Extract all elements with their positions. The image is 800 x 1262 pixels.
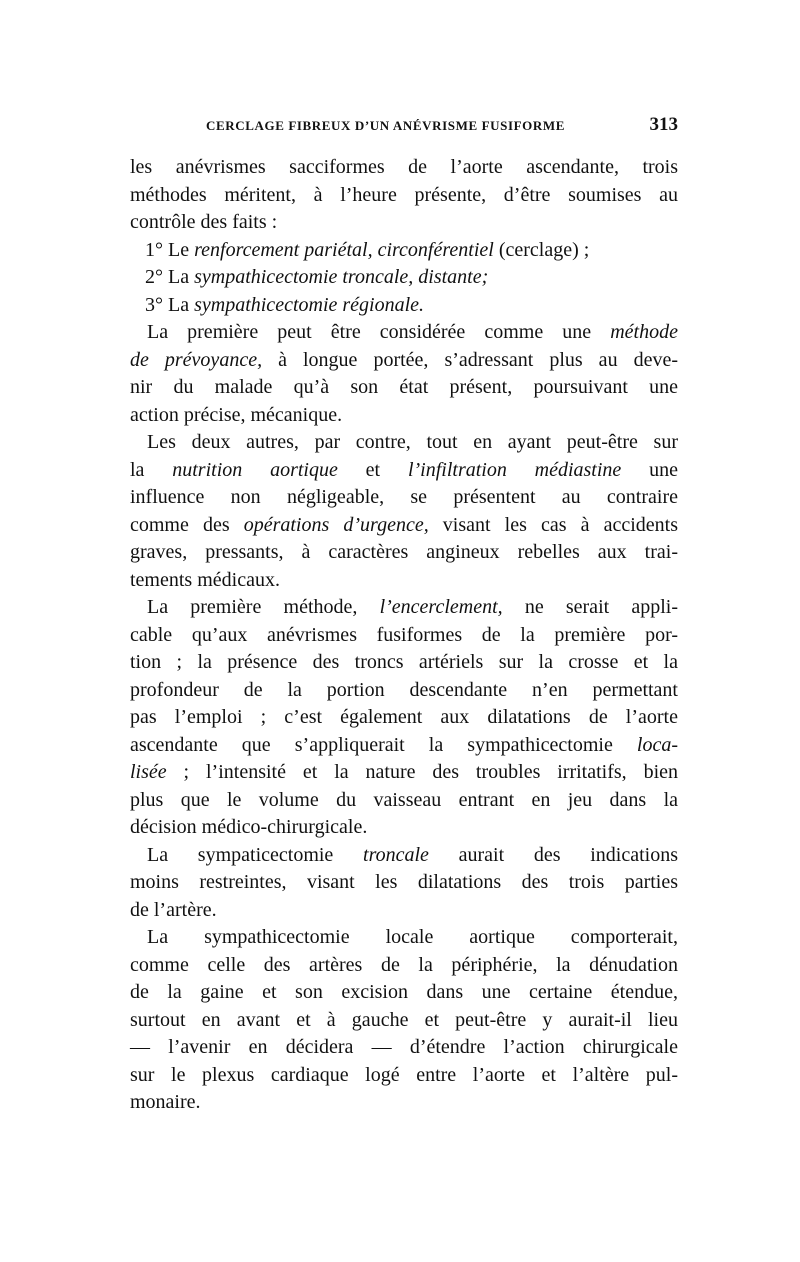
text-line bbox=[130, 649, 678, 677]
text-span: profondeur de la portion descendante n’en permettant bbox=[130, 678, 678, 701]
text-line bbox=[130, 869, 678, 897]
text-line bbox=[130, 952, 678, 980]
italic-span: sympathicectomie troncale, distante; bbox=[194, 266, 489, 288]
text-line bbox=[130, 1089, 678, 1117]
italic-span: troncale bbox=[363, 843, 429, 866]
text-span: cable qu’aux anévrismes fusiformes de la première por- bbox=[130, 623, 678, 646]
text-span: La première peut être considérée comme une bbox=[147, 321, 611, 343]
italic-span: nutrition aortique bbox=[172, 458, 338, 481]
text-span: 2° La bbox=[145, 266, 195, 288]
text-span: de la gaine et son excision dans une certaine étendue, bbox=[130, 981, 678, 1003]
running-title: CERCLAGE FIBREUX D’UN ANÉVRISME FUSIFORME bbox=[206, 118, 566, 133]
text-line bbox=[130, 429, 678, 457]
italic-span: sympathicectomie régionale. bbox=[194, 293, 425, 316]
running-header bbox=[206, 114, 678, 140]
page-number: 313 bbox=[649, 114, 678, 135]
text-span: à longue portée, s’adressant plus au deve- bbox=[262, 348, 678, 371]
text-span: pas l’emploi ; c’est également aux dilatations de l’aorte bbox=[130, 706, 678, 728]
text-line bbox=[130, 622, 678, 650]
text-span: ne serait appli- bbox=[502, 596, 679, 618]
text-span: La sympathicectomie locale aortique comporterait, bbox=[147, 926, 678, 948]
text-span: graves, pressants, à caractères angineux rebelles aux trai- bbox=[130, 541, 678, 563]
text-line bbox=[130, 539, 678, 567]
text-line bbox=[130, 677, 678, 705]
text-span: moins restreintes, visant les dilatations des trois parties bbox=[130, 871, 678, 893]
text-span: tements médicaux. bbox=[130, 568, 280, 591]
text-line bbox=[130, 814, 678, 842]
text-line bbox=[130, 787, 678, 815]
text-line bbox=[130, 1034, 678, 1062]
italic-span: l’encerclement, bbox=[379, 596, 503, 618]
text-span: contrôle des faits : bbox=[130, 211, 278, 233]
text-line bbox=[130, 1007, 678, 1035]
text-line bbox=[130, 182, 678, 210]
text-span: surtout en avant et à gauche et peut-être y aurait-il lieu bbox=[130, 1008, 678, 1031]
italic-span: méthode bbox=[610, 321, 678, 343]
text-line bbox=[130, 979, 678, 1007]
text-span: La première méthode, bbox=[147, 596, 380, 618]
text-span: nir du malade qu’à son état présent, poursuivant une bbox=[130, 376, 678, 398]
text-line bbox=[130, 209, 678, 237]
text-line bbox=[130, 457, 678, 485]
text-line bbox=[130, 402, 678, 430]
italic-span: opérations d’urgence, bbox=[243, 513, 429, 536]
text-span: les anévrismes sacciformes de l’aorte ascendante, trois bbox=[130, 156, 678, 178]
text-span: la bbox=[130, 458, 173, 481]
text-line bbox=[130, 594, 678, 622]
text-span: 3° La bbox=[145, 293, 195, 316]
italic-span: renforcement pariétal, circonférentiel bbox=[194, 238, 494, 261]
text-span: plus que le volume du vaisseau entrant en jeu dans la bbox=[130, 788, 678, 811]
text-span: et bbox=[337, 458, 408, 481]
list-item bbox=[130, 264, 678, 292]
text-line bbox=[130, 484, 678, 512]
text-span: Les deux autres, par contre, tout en ayant peut-être sur bbox=[147, 431, 678, 453]
text-span: ascendante que s’appliquerait la sympathicectomie bbox=[130, 733, 637, 756]
text-line bbox=[130, 374, 678, 402]
text-line bbox=[130, 897, 678, 925]
italic-span: de prévoyance, bbox=[130, 348, 263, 371]
body-text bbox=[130, 154, 678, 1117]
text-line bbox=[130, 347, 678, 375]
text-span: influence non négligeable, se présentent au contraire bbox=[130, 486, 678, 508]
list-item bbox=[130, 292, 678, 320]
text-line bbox=[130, 1062, 678, 1090]
text-span: 1° Le bbox=[145, 238, 195, 261]
text-line bbox=[130, 319, 678, 347]
text-span: comme celle des artères de la périphérie, la dénudation bbox=[130, 953, 678, 976]
text-span: comme des bbox=[130, 513, 244, 536]
list-item bbox=[130, 237, 678, 265]
text-span: (cerclage) ; bbox=[493, 238, 590, 261]
text-line bbox=[130, 154, 678, 182]
text-span: sur le plexus cardiaque logé entre l’aorte et l’altère pul- bbox=[130, 1063, 678, 1086]
text-span: — l’avenir en décidera — d’étendre l’action chirurgicale bbox=[130, 1036, 678, 1058]
text-line bbox=[130, 732, 678, 760]
text-span: aurait des indications bbox=[428, 843, 678, 866]
text-span: décision médico-chirurgicale. bbox=[130, 816, 368, 838]
text-span: de l’artère. bbox=[130, 898, 217, 921]
text-span: méthodes méritent, à l’heure présente, d’être soumises au bbox=[130, 183, 678, 206]
italic-span: loca- bbox=[636, 733, 678, 756]
text-line bbox=[130, 759, 678, 787]
text-span: action précise, mécanique. bbox=[130, 403, 343, 426]
text-line bbox=[130, 924, 678, 952]
text-span: ; l’intensité et la nature des troubles irritatifs, bien bbox=[166, 761, 678, 783]
text-line bbox=[130, 567, 678, 595]
text-line bbox=[130, 704, 678, 732]
italic-span: lisée bbox=[130, 761, 167, 783]
text-line bbox=[130, 512, 678, 540]
text-line bbox=[130, 842, 678, 870]
text-span: tion ; la présence des troncs artériels sur la crosse et la bbox=[130, 651, 678, 673]
text-span: visant les cas à accidents bbox=[428, 513, 678, 536]
text-span: monaire. bbox=[130, 1091, 201, 1113]
text-span: une bbox=[621, 458, 679, 481]
text-span: La sympaticectomie bbox=[147, 843, 364, 866]
italic-span: l’infiltration médiastine bbox=[407, 458, 622, 481]
